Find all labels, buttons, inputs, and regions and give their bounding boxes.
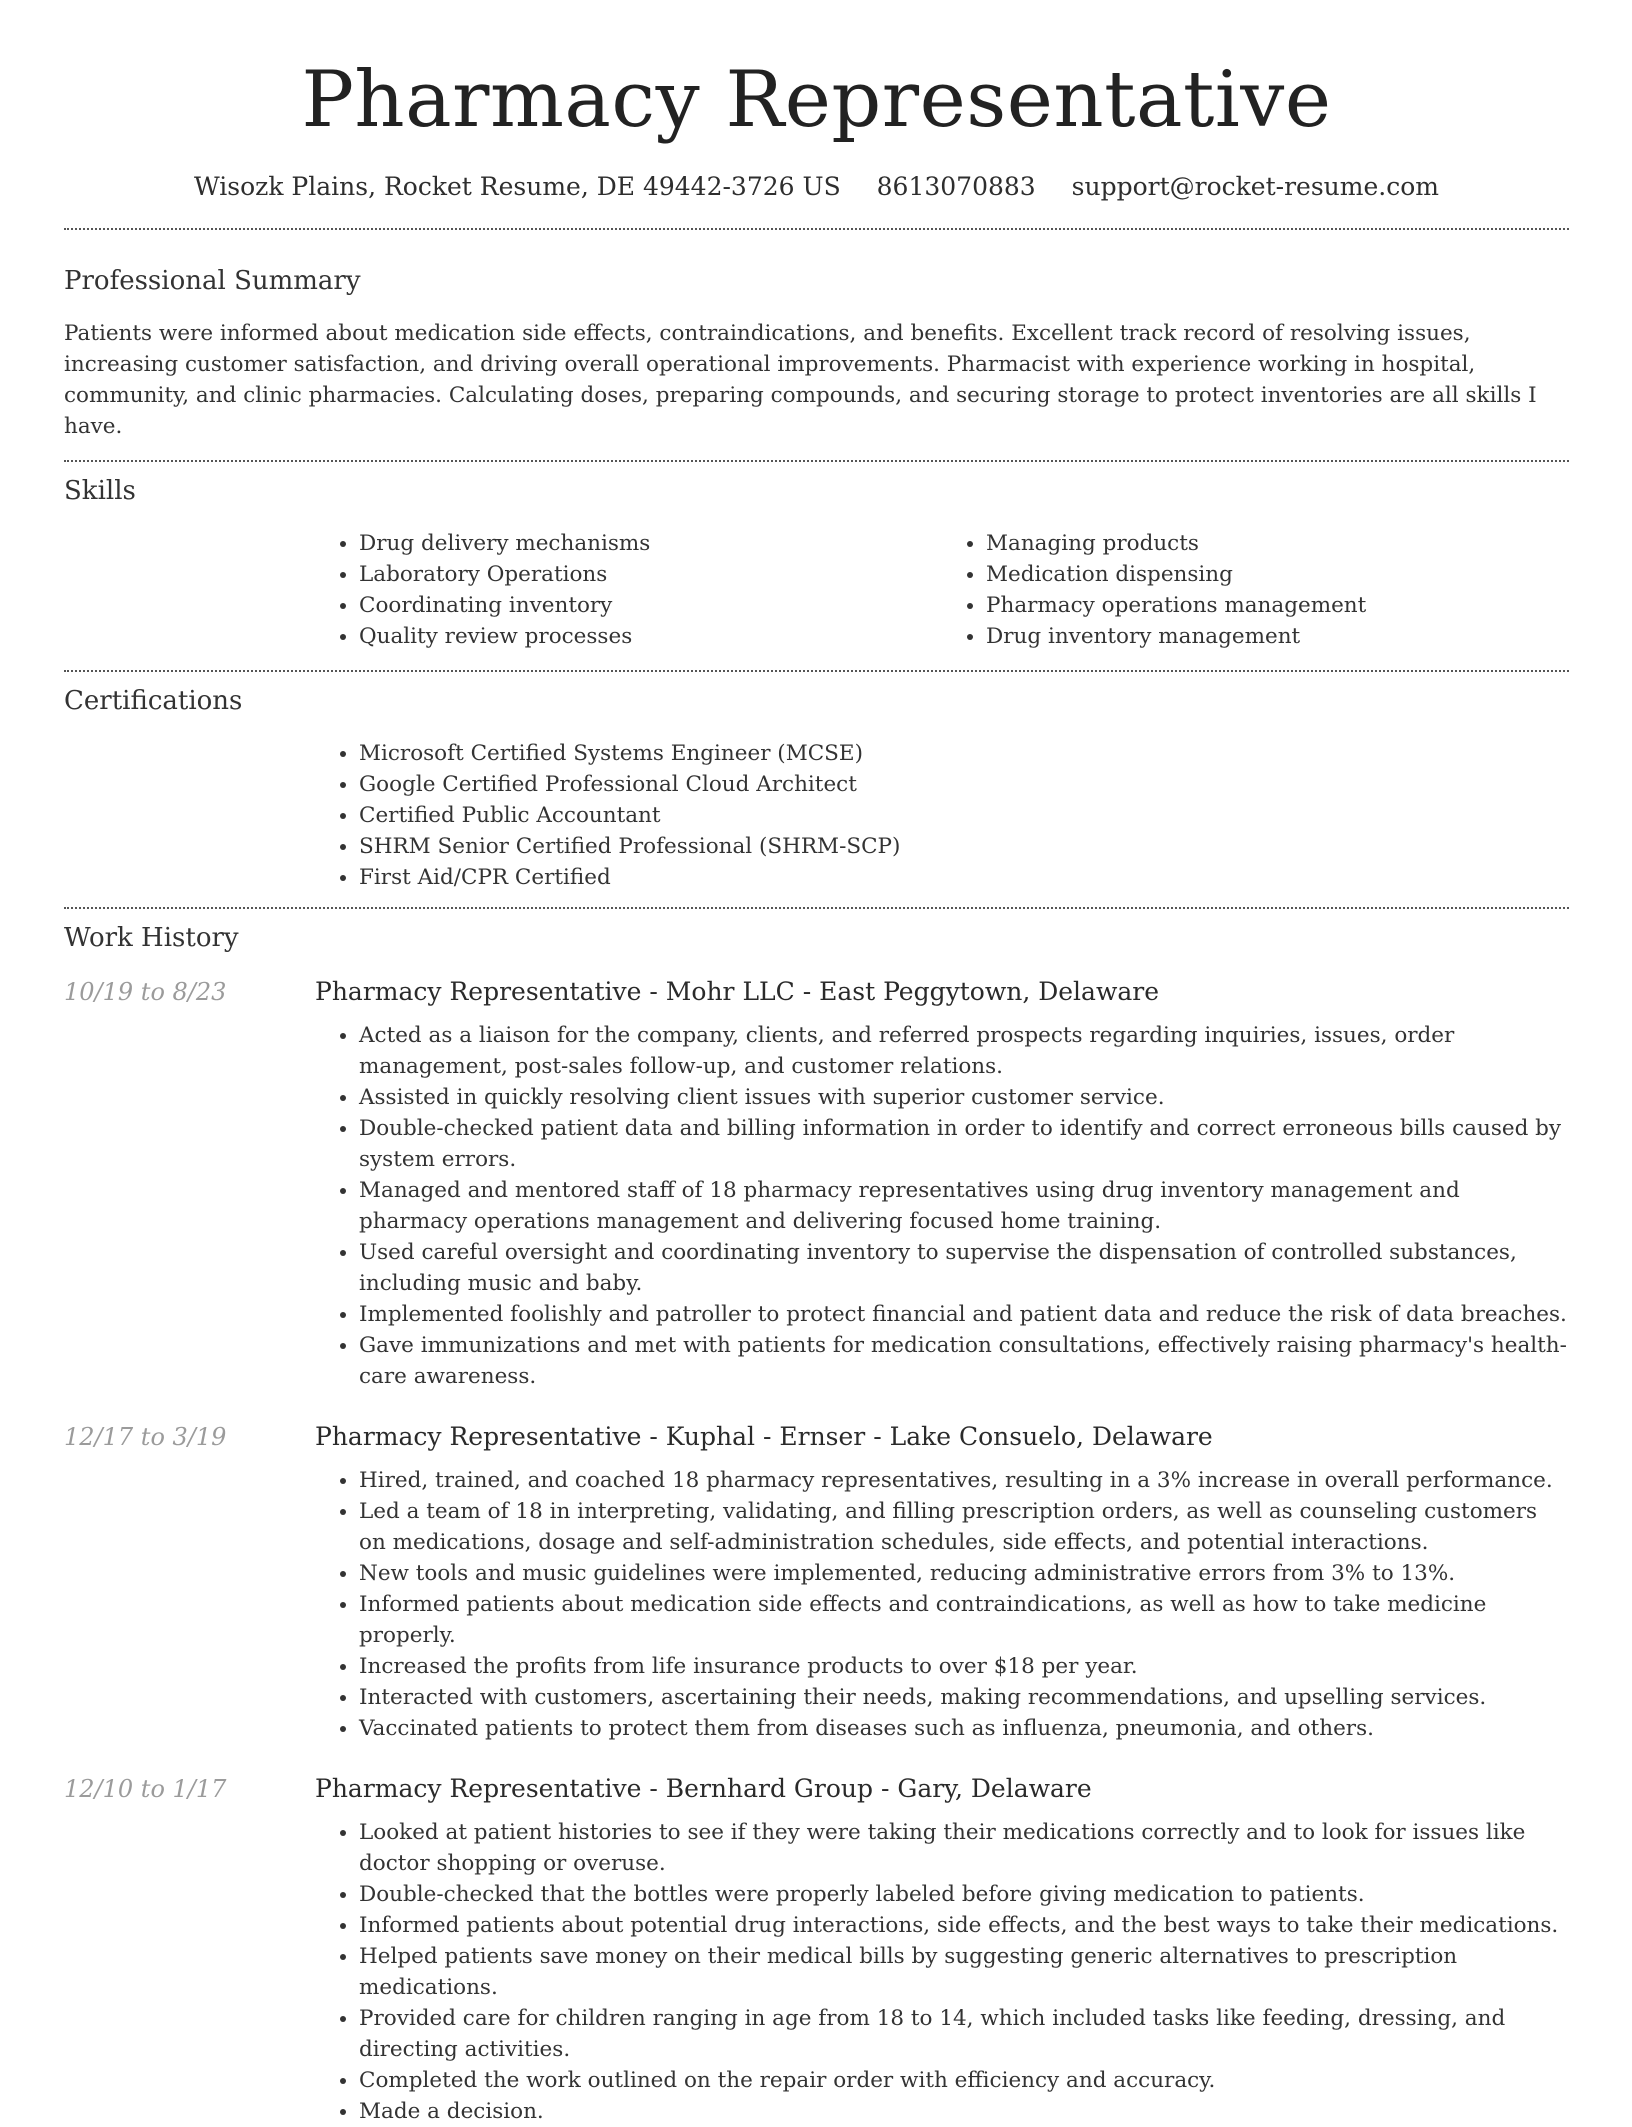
job-header <box>64 1422 1569 1451</box>
job-bullets <box>315 1020 1569 1392</box>
section-title-work-history: Work History <box>64 923 239 953</box>
job-bullet: • Looked at patient histories to see if they were taking their medications correctly and to look for issues like doctor shopping or overuse. <box>359 1817 1569 1879</box>
section-title-skills: Skills <box>64 476 136 506</box>
job-bullet: • Managed and mentored staff of 18 pharmacy representatives using drug inventory management and pharmacy operations management and delivering focused home training. <box>359 1175 1569 1237</box>
skills-list <box>315 528 1569 652</box>
summary-section <box>64 264 1569 442</box>
resume-page <box>64 0 1569 2127</box>
job-entry <box>64 1774 1569 2127</box>
header-divider <box>64 228 1569 230</box>
certification-item: • SHRM Senior Certified Professional (SHRM-SCP) <box>359 831 1569 862</box>
job-heading: Pharmacy Representative - Kuphal - Ernser - Lake Consuelo, Delaware <box>315 1422 1213 1451</box>
job-bullet: • Hired, trained, and coached 18 pharmacy representatives, resulting in a 3% increase in overall performance. <box>359 1465 1569 1496</box>
certification-item: • Certified Public Accountant <box>359 800 1569 831</box>
section-divider <box>64 460 1569 462</box>
job-bullet: • Provided care for children ranging in age from 18 to 14, which included tasks like feeding, dressing, and directing activities. <box>359 2003 1569 2065</box>
job-bullet: • Led a team of 18 in interpreting, validating, and filling prescription orders, as well as counseling customers on medications, dosage and self-administration schedules, side effects, and potential interactions. <box>359 1496 1569 1558</box>
candidate-name: Pharmacy Representative <box>301 55 1332 145</box>
job-heading: Pharmacy Representative - Mohr LLC - East Peggytown, Delaware <box>315 977 1160 1006</box>
job-dates: 12/17 to 3/19 <box>64 1423 227 1451</box>
certification-item: • Microsoft Certified Systems Engineer (MCSE) <box>359 738 1569 769</box>
job-bullet: • Acted as a liaison for the company, clients, and referred prospects regarding inquiries, issues, order management, post-sales follow-up, and customer relations. <box>359 1020 1569 1082</box>
job-bullet: • Increased the profits from life insurance products to over $18 per year. <box>359 1651 1569 1682</box>
contact-phone: 8613070883 <box>876 172 1036 201</box>
job-bullet: • Assisted in quickly resolving client issues with superior customer service. <box>359 1082 1569 1113</box>
skill-item: • Medication dispensing <box>986 559 1569 590</box>
skills-column-left <box>315 528 942 652</box>
certification-item: • First Aid/CPR Certified <box>359 862 1569 893</box>
skills-section <box>64 474 1569 652</box>
job-bullets <box>315 1465 1569 1744</box>
job-bullet: • Implemented foolishly and patroller to protect financial and patient data and reduce the risk of data breaches. <box>359 1299 1569 1330</box>
work-history-section <box>64 921 1569 2127</box>
job-bullet: • Gave immunizations and met with patients for medication consultations, effectively raising pharmacy's health-care awareness. <box>359 1330 1569 1392</box>
job-bullet: • Vaccinated patients to protect them from diseases such as influenza, pneumonia, and others. <box>359 1713 1569 1744</box>
contact-address: Wisozk Plains, Rocket Resume, DE 49442-3726 US <box>194 172 841 201</box>
job-bullet: • Completed the work outlined on the repair order with efficiency and accuracy. <box>359 2065 1569 2096</box>
section-divider <box>64 907 1569 909</box>
skills-column-right <box>942 528 1569 652</box>
job-header <box>64 977 1569 1006</box>
skill-item: • Drug delivery mechanisms <box>359 528 942 559</box>
contact-email: support@rocket-resume.com <box>1071 172 1439 201</box>
job-bullet: • Interacted with customers, ascertaining their needs, making recommendations, and upselling services. <box>359 1682 1569 1713</box>
section-title-certifications: Certifications <box>64 686 243 716</box>
contact-line <box>64 170 1569 204</box>
certifications-section <box>64 684 1569 893</box>
job-entry <box>64 1422 1569 1744</box>
job-heading: Pharmacy Representative - Bernhard Group - Gary, Delaware <box>315 1774 1092 1803</box>
job-bullet: • Informed patients about potential drug interactions, side effects, and the best ways to take their medications. <box>359 1910 1569 1941</box>
section-title-summary: Professional Summary <box>64 266 361 296</box>
job-header <box>64 1774 1569 1803</box>
skill-item: • Coordinating inventory <box>359 590 942 621</box>
job-bullet: • Used careful oversight and coordinating inventory to supervise the dispensation of controlled substances, including music and baby. <box>359 1237 1569 1299</box>
certifications-list <box>315 738 1569 893</box>
job-bullet: • New tools and music guidelines were implemented, reducing administrative errors from 3% to 13%. <box>359 1558 1569 1589</box>
section-divider <box>64 670 1569 672</box>
job-bullet: • Informed patients about medication side effects and contraindications, as well as how to take medicine properly. <box>359 1589 1569 1651</box>
skill-item: • Managing products <box>986 528 1569 559</box>
job-bullets <box>315 1817 1569 2127</box>
job-dates: 10/19 to 8/23 <box>64 978 227 1006</box>
skill-item: • Pharmacy operations management <box>986 590 1569 621</box>
job-bullet: • Helped patients save money on their medical bills by suggesting generic alternatives to prescription medications. <box>359 1941 1569 2003</box>
job-bullet: • Made a decision. <box>359 2096 1569 2127</box>
certification-item: • Google Certified Professional Cloud Architect <box>359 769 1569 800</box>
skill-item: • Laboratory Operations <box>359 559 942 590</box>
skill-item: • Quality review processes <box>359 621 942 652</box>
job-entry <box>64 977 1569 1392</box>
job-bullet: • Double-checked that the bottles were properly labeled before giving medication to patients. <box>359 1879 1569 1910</box>
job-bullet: • Double-checked patient data and billing information in order to identify and correct erroneous bills caused by system errors. <box>359 1113 1569 1175</box>
skill-item: • Drug inventory management <box>986 621 1569 652</box>
summary-text: Patients were informed about medication side effects, contraindications, and benefits. Excellent track record of resolving issues, increasing customer satisfaction, and driving overall operational improvements. Pharmacist with experience working in hospital, community, and clinic pharmacies. Calculating doses, preparing compounds, and securing storage to protect inventories are all skills I have. <box>64 321 1537 439</box>
job-dates: 12/10 to 1/17 <box>64 1775 227 1803</box>
